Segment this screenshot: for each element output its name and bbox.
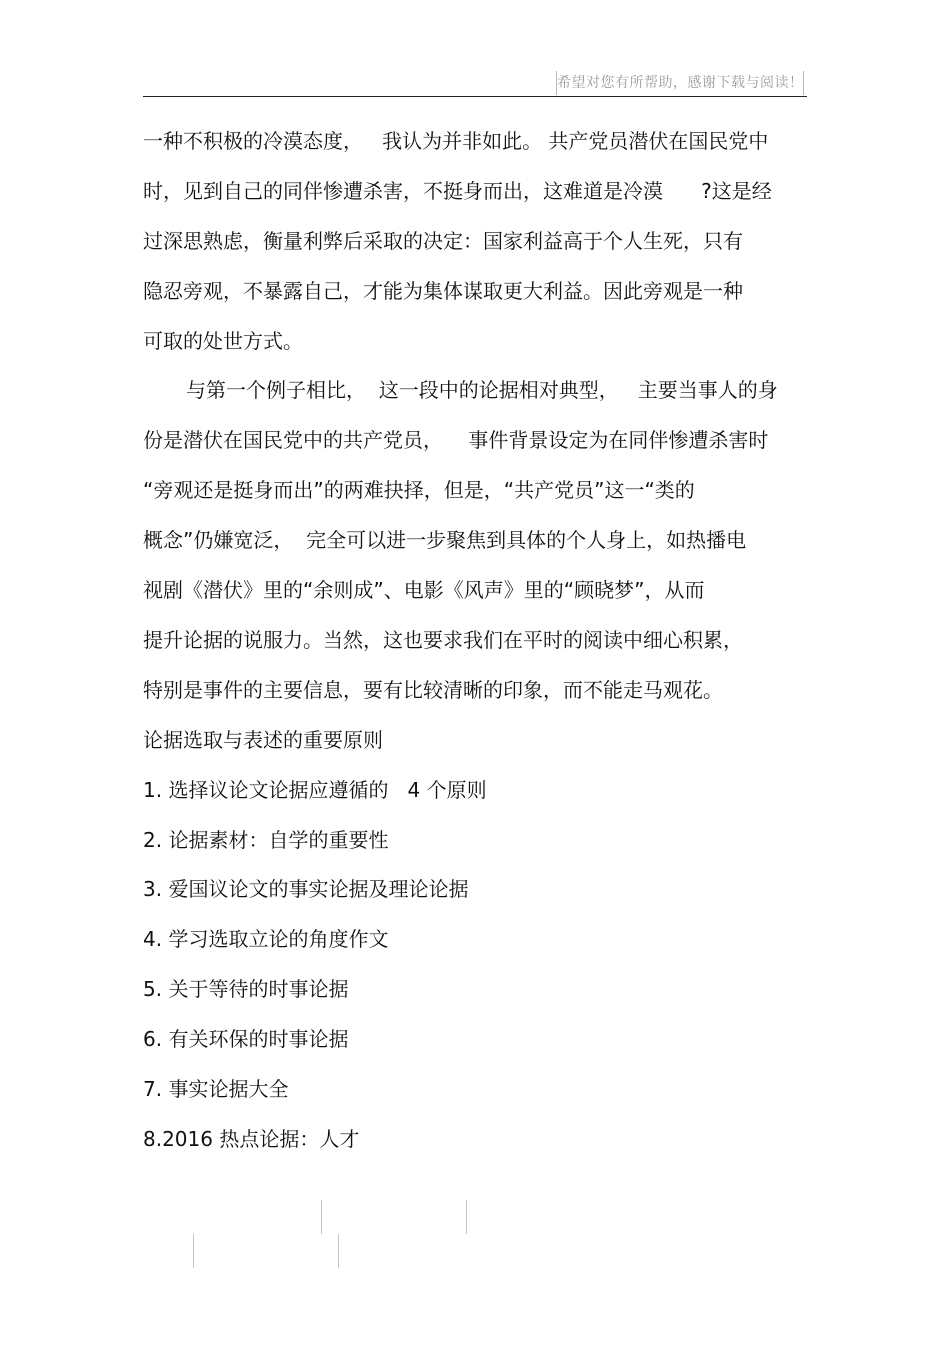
list-item: 2. 论据素材：自学的重要性 (143, 828, 389, 852)
text-line: 与第一个例子相比， 这一段中的论据相对典型， 主要当事人的身 (186, 378, 778, 402)
text-line: 可取的处世方式。 (143, 329, 303, 353)
scan-mark (321, 1200, 322, 1234)
text-line: 过深思熟虑，衡量利弊后采取的决定：国家利益高于个人生死，只有 (143, 229, 743, 253)
scan-mark (338, 1234, 339, 1268)
text-line: “旁观还是挺身而出”的两难抉择，但是，“共产党员”这一“类的 (143, 478, 695, 502)
list-item: 1. 选择议论文论据应遵循的 4 个原则 (143, 778, 487, 802)
list-heading: 论据选取与表述的重要原则 (143, 728, 383, 752)
list-item: 5. 关于等待的时事论据 (143, 977, 349, 1001)
list-item: 4. 学习选取立论的角度作文 (143, 927, 389, 951)
text-line: 视剧《潜伏》里的“余则成”、电影《风声》里的“顾晓梦”，从而 (143, 578, 705, 602)
header-rule (143, 96, 807, 97)
text-line: 概念”仍嫌宽泛， 完全可以进一步聚焦到具体的个人身上，如热播电 (143, 528, 747, 552)
list-item: 8.2016 热点论据：人才 (143, 1127, 360, 1151)
list-item: 7. 事实论据大全 (143, 1077, 289, 1101)
scan-mark (466, 1200, 467, 1234)
scan-mark (193, 1234, 194, 1268)
text-line: 特别是事件的主要信息，要有比较清晰的印象，而不能走马观花。 (143, 678, 723, 702)
list-item: 6. 有关环保的时事论据 (143, 1027, 349, 1051)
text-line: 一种不积极的冷漠态度， 我认为并非如此。 共产党员潜伏在国民党中 (143, 129, 769, 153)
text-line: 份是潜伏在国民党中的共产党员， 事件背景设定为在同伴惨遭杀害时 (143, 428, 769, 452)
text-line: 隐忍旁观，不暴露自己，才能为集体谋取更大利益。因此旁观是一种 (143, 279, 743, 303)
text-line: 提升论据的说服力。当然，这也要求我们在平时的阅读中细心积累， (143, 628, 743, 652)
header-note: 希望对您有所帮助，感谢下载与阅读！ (556, 71, 804, 95)
list-item: 3. 爱国议论文的事实论据及理论论据 (143, 877, 469, 901)
text-line: 时，见到自己的同伴惨遭杀害，不挺身而出，这难道是冷漠 ?这是经 (143, 179, 772, 203)
